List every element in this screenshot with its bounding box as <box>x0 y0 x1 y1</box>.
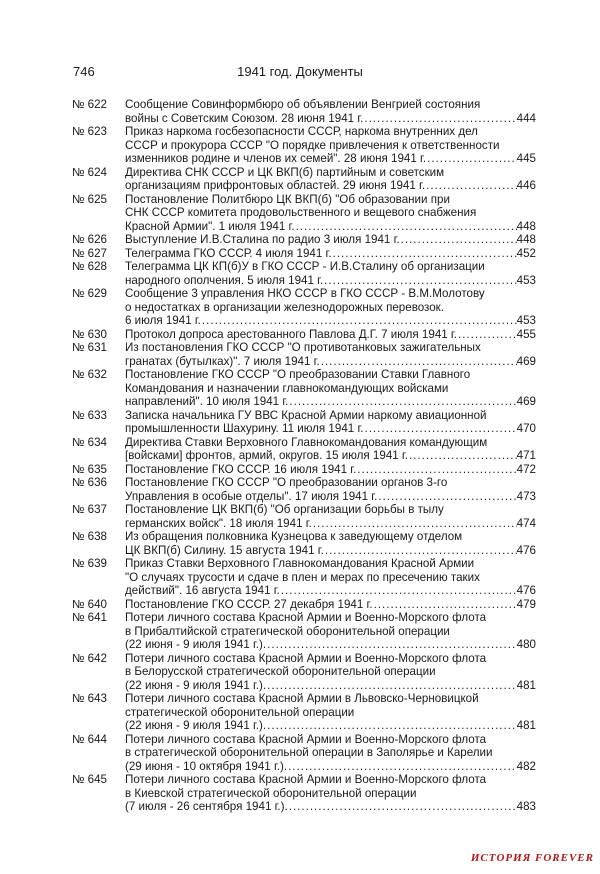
entry-number: № 642 <box>72 651 108 665</box>
entry-title-line: Директива Ставки Верховного Главнокомандования командующим <box>125 435 488 449</box>
toc-entry[interactable] <box>72 436 536 463</box>
entry-page-number: 448 <box>516 219 536 233</box>
dot-leader <box>288 395 516 409</box>
dot-leader <box>332 247 517 261</box>
entry-number: № 630 <box>72 327 108 341</box>
entry-title-line: Потери личного состава Красной Армии в Львовско-Черновицкой <box>125 692 479 705</box>
entry-title-line <box>125 598 536 612</box>
entry-page-number: 479 <box>516 597 536 611</box>
dot-leader <box>280 584 517 598</box>
entry-title-line <box>125 422 536 436</box>
entry-title-line: Телеграмма ЦК КП(б)У в ГКО СССР - И.В.Сталину об организации <box>125 260 485 273</box>
entry-title-line <box>125 679 536 693</box>
entry-title-text: изменников родине и членов их семей". 28 июня 1941 г. <box>125 152 427 165</box>
toc-entry[interactable] <box>72 611 536 652</box>
entry-number: № 640 <box>72 597 108 611</box>
entry-title-line <box>125 719 536 733</box>
toc-entry[interactable] <box>72 98 536 125</box>
entry-number: № 633 <box>72 408 108 422</box>
entry-number: № 632 <box>72 368 108 381</box>
toc-entry[interactable] <box>72 193 536 234</box>
dot-leader <box>320 355 517 369</box>
entry-title-text: народного ополчения. 5 июля 1941 г. <box>125 273 324 287</box>
entry-title-text: гранатах (бутылках)". 7 июля 1941 г. <box>125 354 320 368</box>
entry-number: № 637 <box>72 503 108 516</box>
entry-page-number: 446 <box>516 179 536 192</box>
entry-title-line <box>125 233 536 247</box>
toc-entry[interactable] <box>72 773 536 814</box>
entry-title-line: Командования и назначении главнокомандующих войсками <box>125 381 449 395</box>
entry-number: № 626 <box>72 233 108 246</box>
entry-title-text: промышленности Шахурину. 11 июля 1941 г. <box>125 422 364 435</box>
dot-leader <box>323 274 516 288</box>
dot-leader <box>324 544 517 558</box>
toc-entry[interactable] <box>72 557 536 598</box>
entry-page-number: 476 <box>516 584 536 597</box>
dot-leader <box>400 233 517 247</box>
dot-leader <box>363 422 516 436</box>
entry-page-number: 481 <box>516 678 536 692</box>
entry-page-number: 482 <box>516 759 536 773</box>
toc-entry[interactable] <box>72 125 536 166</box>
entry-title-line <box>125 544 536 558</box>
entry-title-text: ЦК ВКП(б) Силину. 15 августа 1941 г. <box>125 543 324 557</box>
entry-number: № 623 <box>72 125 108 138</box>
toc-entry[interactable] <box>72 409 536 436</box>
toc-entry[interactable] <box>72 233 536 247</box>
entry-title-line: Сообщение 3 управления НКО СССР в ГКО СССР - В.М.Молотову <box>125 287 485 300</box>
entry-title-text: направлений". 10 июля 1941 г. <box>125 395 289 408</box>
dot-leader <box>288 800 517 814</box>
entry-number: № 622 <box>72 98 108 111</box>
entry-title-line <box>125 112 536 126</box>
entry-title-line: Постановление ЦК ВКП(б) "Об организации борьбы в тылу <box>125 503 444 516</box>
entry-page-number: 476 <box>516 543 536 557</box>
entry-number: № 636 <box>72 476 108 489</box>
entry-title-text: 6 июля 1941 г. <box>125 314 201 327</box>
entry-title-line <box>125 517 536 531</box>
toc-entry[interactable] <box>72 733 536 774</box>
toc-entry[interactable] <box>72 247 536 261</box>
entry-title-line: Потери личного состава Красной Армии и Военно-Морского флота <box>125 773 487 786</box>
entry-title-line: в Белорусской стратегической оборонительной операции <box>125 665 436 678</box>
entry-number: № 625 <box>72 192 108 206</box>
entry-title-line <box>125 247 536 261</box>
table-of-contents <box>72 98 536 814</box>
entry-title-text: (22 июня - 9 июля 1941 г.). <box>125 678 267 692</box>
entry-title-line <box>125 800 536 814</box>
entry-number: № 643 <box>72 692 108 705</box>
entry-page-number: 455 <box>516 327 536 341</box>
entry-title-line <box>125 638 536 652</box>
entry-title-text: войны с Советским Союзом. 28 июня 1941 г. <box>125 111 364 125</box>
entry-number: № 639 <box>72 557 108 570</box>
entry-title-line: СНК СССР комитета продовольственного и вещевого снабжения <box>125 206 477 219</box>
dot-leader <box>373 598 517 612</box>
entry-page-number: 470 <box>516 422 536 435</box>
entry-title-line: стратегической оборонительной операции <box>125 705 355 719</box>
entry-title-line: Постановление Политбюро ЦК ВКП(б) "Об образовании при <box>125 192 450 206</box>
entry-title-line: Потери личного состава Красной Армии и Военно-Морского флота <box>125 651 487 665</box>
entry-title-line <box>125 449 536 463</box>
entry-number: № 641 <box>72 611 108 624</box>
entry-title-line <box>125 328 536 342</box>
entry-title-text: [войсками] фронтов, армий, округов. 15 июля 1941 г. <box>125 449 408 462</box>
dot-leader <box>266 719 517 733</box>
toc-entry[interactable] <box>72 598 536 612</box>
toc-entry[interactable] <box>72 166 536 193</box>
entry-number: № 627 <box>72 246 108 260</box>
entry-title-text: организациям прифронтовых областей. 29 июня 1941 г. <box>125 179 426 192</box>
entry-title-text: Телеграмма ГКО СССР. 4 июля 1941 г. <box>125 246 332 260</box>
entry-title-line: Директива СНК СССР и ЦК ВКП(б) партийным и советским <box>125 165 445 179</box>
entry-page-number: 469 <box>516 395 536 408</box>
entry-title-line: Постановление ГКО СССР "О преобразовании Ставки Главного <box>125 368 471 381</box>
watermark: ИСТОРИЯ FOREVER <box>470 852 594 864</box>
entry-title-line: Сообщение Совинформбюро об объявлении Венгрией состояния <box>125 98 481 111</box>
entry-number: № 644 <box>72 732 108 746</box>
entry-title-line: СССР и прокурора СССР "О порядке привлечения к ответственности <box>125 138 500 152</box>
dot-leader <box>312 517 517 531</box>
entry-title-line <box>125 314 536 328</box>
entry-title-text: Постановление ГКО СССР. 16 июля 1941 г. <box>125 462 357 476</box>
toc-entry[interactable] <box>72 652 536 693</box>
entry-title-text: (22 июня - 9 июля 1941 г.). <box>125 638 267 651</box>
entry-title-line <box>125 463 536 477</box>
entry-title-line: Приказ Ставки Верховного Главнокомандования Красной Армии <box>125 557 475 570</box>
entry-title-line: Постановление ГКО СССР "О преобразовании органов 3-го <box>125 476 448 489</box>
entry-number: № 629 <box>72 287 108 300</box>
entry-title-line: о недостатках в организации железнодорожных перевозок. <box>125 300 444 314</box>
dot-leader <box>266 638 517 652</box>
entry-page-number: 483 <box>516 800 536 813</box>
dot-leader <box>266 679 517 693</box>
entry-title-line: Из обращения полковника Кузнецова к заведующему отделом <box>125 530 463 543</box>
toc-entry[interactable] <box>72 328 536 342</box>
entry-title-line <box>125 584 536 598</box>
page-number: 746 <box>73 64 95 79</box>
entry-number: № 631 <box>72 341 108 354</box>
entry-number: № 634 <box>72 435 108 449</box>
entry-title-text: Постановление ГКО СССР. 27 декабря 1941 г. <box>125 597 373 611</box>
entry-title-line <box>125 760 536 774</box>
toc-entry[interactable] <box>72 476 536 503</box>
toc-entry[interactable] <box>72 260 536 287</box>
entry-title-text: Красной Армии". 1 июля 1941 г. <box>125 219 295 233</box>
entry-number: № 638 <box>72 530 108 543</box>
entry-page-number: 472 <box>516 462 536 476</box>
entry-title-line <box>125 220 536 234</box>
entry-page-number: 474 <box>516 516 536 530</box>
entry-title-line: Из постановления ГКО СССР "О противотанковых зажигательных <box>125 341 481 354</box>
toc-entry[interactable] <box>72 503 536 530</box>
dot-leader <box>425 179 517 193</box>
entry-title-line <box>125 490 536 504</box>
entry-title-line: Записка начальника ГУ ВВС Красной Армии наркому авиационной <box>125 408 487 422</box>
entry-page-number: 473 <box>516 489 536 503</box>
entry-title-line <box>125 179 536 193</box>
dot-leader <box>287 760 517 774</box>
entry-title-line: Потери личного состава Красной Армии и Военно-Морского флота <box>125 732 487 746</box>
entry-page-number: 471 <box>516 449 536 462</box>
entry-title-text: (7 июля - 26 сентября 1941 г.). <box>125 800 288 813</box>
entry-title-line: в Киевской стратегической оборонительной операции <box>125 786 417 800</box>
entry-title-line <box>125 274 536 288</box>
dot-leader <box>363 112 516 126</box>
entry-title-line <box>125 152 536 166</box>
dot-leader <box>457 328 517 342</box>
entry-title-line: Потери личного состава Красной Армии и Военно-Морского флота <box>125 611 487 624</box>
entry-page-number: 469 <box>516 354 536 368</box>
toc-entry[interactable] <box>72 692 536 733</box>
entry-page-number: 481 <box>516 719 536 732</box>
entry-title-text: Выступление И.В.Сталина по радио 3 июля 1941 г. <box>125 233 400 246</box>
entry-page-number: 445 <box>516 152 536 165</box>
toc-entry[interactable] <box>72 463 536 477</box>
entry-page-number: 448 <box>516 233 536 246</box>
toc-entry[interactable] <box>72 287 536 328</box>
dot-leader <box>356 463 516 477</box>
entry-title-line: в стратегической оборонительной операции в Заполярье и Карелии <box>125 746 493 759</box>
entry-title-text: (29 июня - 10 октября 1941 г.). <box>125 759 288 773</box>
entry-title-line <box>125 355 536 369</box>
entry-number: № 628 <box>72 260 108 273</box>
entry-title-text: германских войск". 18 июля 1941 г. <box>125 516 312 530</box>
dot-leader <box>408 449 517 463</box>
entry-title-text: действий". 16 августа 1941 г. <box>125 584 280 597</box>
entry-page-number: 452 <box>516 246 536 260</box>
entry-page-number: 453 <box>516 314 536 327</box>
toc-entry[interactable] <box>72 368 536 409</box>
entry-title-line: "О случаях трусости и сдаче в плен и мерах по пресечению таких <box>125 570 480 584</box>
entry-title-text: Управления в особые отделы". 17 июля 1941 г. <box>125 489 378 503</box>
dot-leader <box>426 152 517 166</box>
dot-leader <box>295 220 517 234</box>
entry-number: № 645 <box>72 773 108 786</box>
entry-title-line: Приказ наркома госбезопасности СССР, наркома внутренних дел <box>125 125 478 138</box>
entry-title-line: в Прибалтийской стратегической оборонительной операции <box>125 624 450 638</box>
entry-title-text: Протокол допроса арестованного Павлова Д.Г. 7 июля 1941 г. <box>125 327 457 341</box>
entry-number: № 635 <box>72 462 108 476</box>
entry-page-number: 453 <box>516 273 536 287</box>
entry-page-number: 480 <box>516 638 536 651</box>
entry-title-text: (22 июня - 9 июля 1941 г.). <box>125 719 267 732</box>
dot-leader <box>377 490 516 504</box>
dot-leader <box>201 314 517 328</box>
running-header: 1941 год. Документы <box>237 64 363 79</box>
entry-page-number: 444 <box>516 111 536 125</box>
toc-entry[interactable] <box>72 530 536 557</box>
entry-title-line <box>125 395 536 409</box>
toc-entry[interactable] <box>72 341 536 368</box>
entry-number: № 624 <box>72 165 108 179</box>
